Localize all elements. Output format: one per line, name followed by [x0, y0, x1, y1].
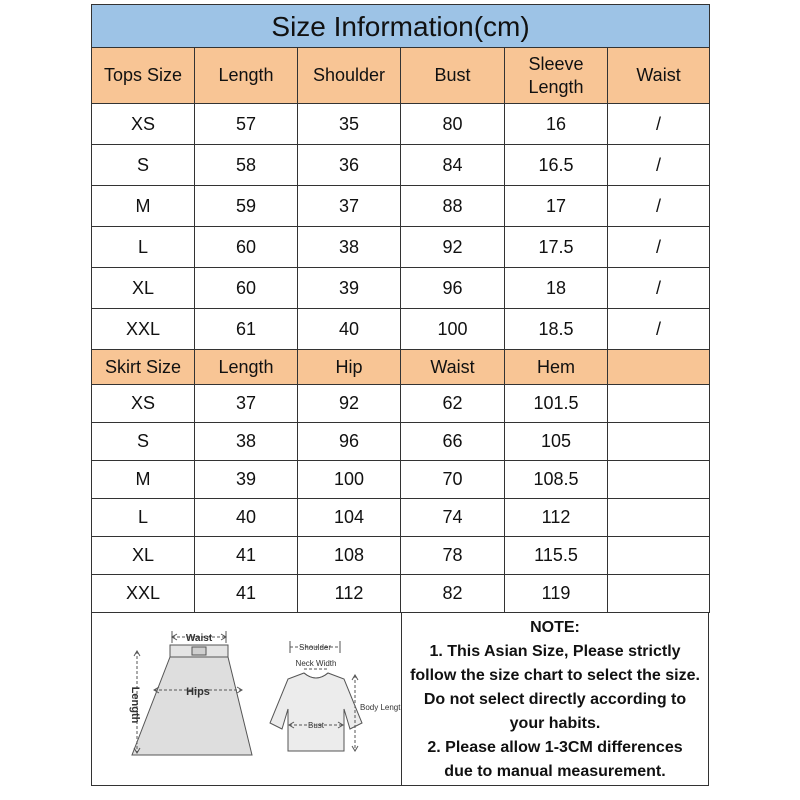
table-cell: 40: [195, 499, 298, 537]
table-cell: /: [608, 268, 710, 309]
table-cell: 112: [505, 499, 608, 537]
table-cell: 82: [401, 575, 505, 613]
tops-row: [92, 227, 710, 268]
skirt-row: [92, 461, 710, 499]
table-cell: L: [92, 499, 195, 537]
page-title: Size Information(cm): [92, 5, 710, 48]
table-cell: 37: [298, 186, 401, 227]
length-label: Length: [129, 686, 141, 724]
table-cell: 39: [195, 461, 298, 499]
table-cell: 35: [298, 104, 401, 145]
shoulder-label: Shoulder: [298, 643, 332, 652]
info-section: [91, 613, 709, 786]
table-cell: XL: [92, 537, 195, 575]
table-cell: 115.5: [505, 537, 608, 575]
table-cell: 108.5: [505, 461, 608, 499]
note-line: Do not select directly according to: [423, 691, 687, 708]
note-line: follow the size chart to select the size.: [410, 667, 700, 684]
table-cell: /: [608, 186, 710, 227]
header-cell: Shoulder: [298, 48, 401, 104]
table-cell: /: [608, 309, 710, 350]
table-cell: 16: [505, 104, 608, 145]
table-cell: XXL: [92, 309, 195, 350]
skirt-row: [92, 575, 710, 613]
table-cell: /: [608, 145, 710, 186]
table-cell: 17.5: [505, 227, 608, 268]
tops-row: [92, 145, 710, 186]
title-row: [92, 5, 710, 48]
table-cell: 18.5: [505, 309, 608, 350]
table-cell: 96: [401, 268, 505, 309]
header-cell: Skirt Size: [92, 350, 195, 385]
table-cell: S: [92, 145, 195, 186]
header-cell: Hem: [505, 350, 608, 385]
table-cell: /: [608, 104, 710, 145]
note-section: [402, 613, 708, 785]
header-cell: Length: [195, 350, 298, 385]
table-cell: [608, 537, 710, 575]
table-cell: /: [608, 227, 710, 268]
bust-label: Bust: [307, 721, 325, 730]
table-cell: XXL: [92, 575, 195, 613]
table-cell: M: [92, 186, 195, 227]
size-chart: [91, 4, 709, 796]
table-cell: XL: [92, 268, 195, 309]
table-cell: 41: [195, 537, 298, 575]
table-cell: 92: [401, 227, 505, 268]
skirt-header-row: [92, 350, 710, 385]
table-cell: XS: [92, 104, 195, 145]
note-line: 1. This Asian Size, Please strictly: [429, 643, 681, 660]
table-cell: [608, 461, 710, 499]
neck-width-label: Neck Width: [295, 659, 337, 668]
note-heading: NOTE:: [530, 619, 580, 636]
tops-header-row: [92, 48, 710, 104]
header-cell: [608, 350, 710, 385]
top-illustration: [270, 641, 362, 751]
table-cell: 57: [195, 104, 298, 145]
measurement-illustration: [92, 613, 401, 785]
table-cell: 78: [401, 537, 505, 575]
table-cell: 16.5: [505, 145, 608, 186]
table-cell: 119: [505, 575, 608, 613]
skirt-row: [92, 385, 710, 423]
size-table: [91, 4, 710, 613]
measurement-diagram: [92, 613, 402, 785]
hips-label: Hips: [186, 686, 210, 698]
header-cell: Hip: [298, 350, 401, 385]
skirt-row: [92, 499, 710, 537]
header-cell: Sleeve Length: [505, 48, 608, 104]
table-cell: 100: [401, 309, 505, 350]
header-cell: Length: [195, 48, 298, 104]
table-cell: 58: [195, 145, 298, 186]
table-cell: L: [92, 227, 195, 268]
table-cell: 96: [298, 423, 401, 461]
table-cell: S: [92, 423, 195, 461]
skirt-row: [92, 537, 710, 575]
table-cell: 105: [505, 423, 608, 461]
table-cell: 88: [401, 186, 505, 227]
header-cell: Bust: [401, 48, 505, 104]
table-cell: 36: [298, 145, 401, 186]
table-cell: [608, 423, 710, 461]
skirt-row: [92, 423, 710, 461]
table-cell: 112: [298, 575, 401, 613]
table-cell: 101.5: [505, 385, 608, 423]
table-cell: 108: [298, 537, 401, 575]
tops-row: [92, 104, 710, 145]
table-cell: 60: [195, 227, 298, 268]
table-cell: 74: [401, 499, 505, 537]
table-cell: 38: [298, 227, 401, 268]
table-cell: 37: [195, 385, 298, 423]
table-cell: 62: [401, 385, 505, 423]
table-cell: 66: [401, 423, 505, 461]
header-cell: Tops Size: [92, 48, 195, 104]
table-cell: 40: [298, 309, 401, 350]
table-cell: 70: [401, 461, 505, 499]
table-cell: 18: [505, 268, 608, 309]
table-cell: 17: [505, 186, 608, 227]
table-cell: 92: [298, 385, 401, 423]
table-cell: XS: [92, 385, 195, 423]
tops-row: [92, 268, 710, 309]
table-cell: [608, 499, 710, 537]
table-cell: 61: [195, 309, 298, 350]
table-cell: 41: [195, 575, 298, 613]
note-line: due to manual measurement.: [444, 763, 666, 780]
table-cell: 80: [401, 104, 505, 145]
note-line: 2. Please allow 1-3CM differences: [427, 739, 683, 756]
note-line: your habits.: [509, 715, 601, 732]
table-cell: 59: [195, 186, 298, 227]
table-cell: [608, 575, 710, 613]
table-cell: 38: [195, 423, 298, 461]
table-cell: M: [92, 461, 195, 499]
waist-label: Waist: [185, 633, 213, 644]
table-cell: 60: [195, 268, 298, 309]
tops-row: [92, 309, 710, 350]
table-cell: 84: [401, 145, 505, 186]
table-cell: 100: [298, 461, 401, 499]
table-cell: 39: [298, 268, 401, 309]
table-cell: [608, 385, 710, 423]
body-length-label: Body Length: [360, 703, 401, 712]
header-cell: Waist: [401, 350, 505, 385]
table-cell: 104: [298, 499, 401, 537]
tops-row: [92, 186, 710, 227]
header-cell: Waist: [608, 48, 710, 104]
